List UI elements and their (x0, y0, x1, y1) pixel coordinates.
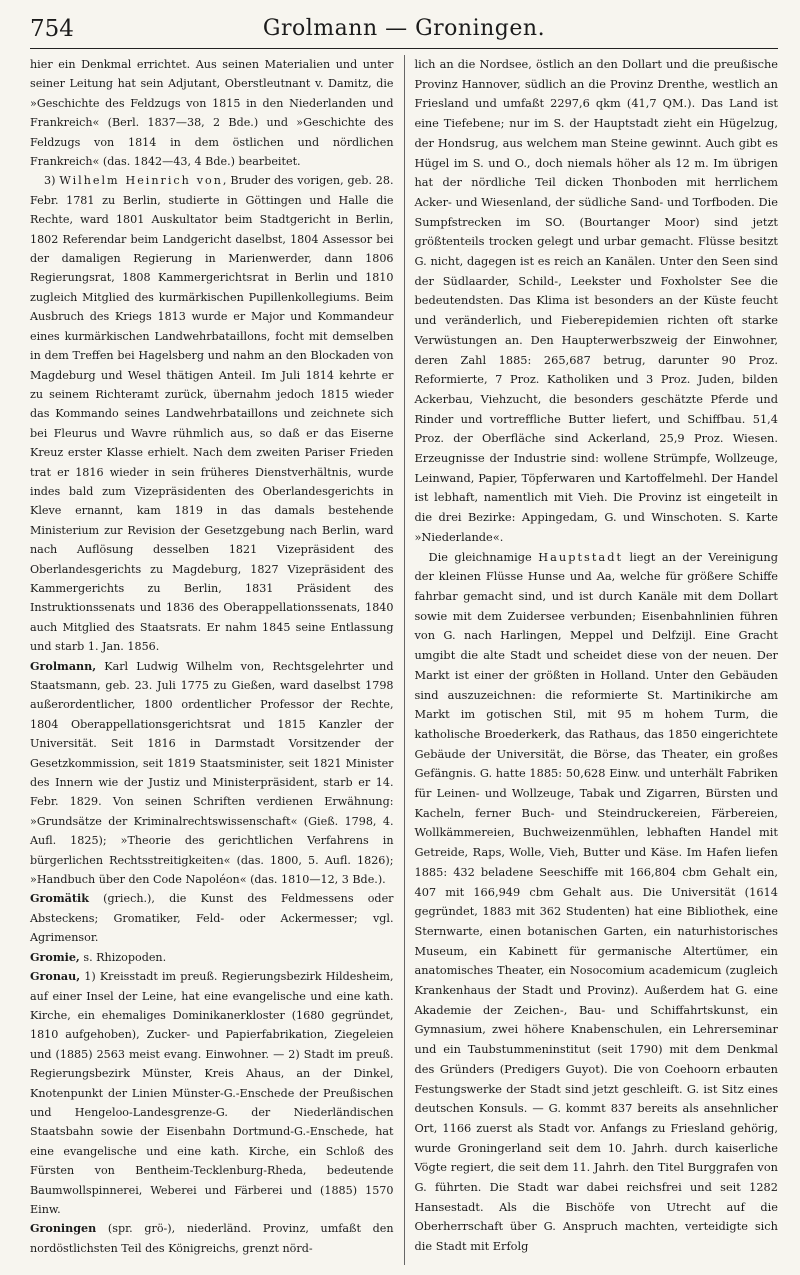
section-keyword: Hauptstadt (538, 549, 624, 564)
paragraph-grolmann-continued: hier ein Denkmal errichtet. Aus seinen Materialien und unter seiner Leitung hat sein Adjutant, Oberstleutnant v. Damitz, die »Geschichte des Feldzugs von 1815 in den Niederlanden und Frankreich« (Berl. 1837—38, 2 Bde.) und »Geschichte des Feldzugs von 1814 in dem östlichen und nördlichen Frankreich« (das. 1842—43, 4 Bde.) bearbeitet. (30, 58, 394, 169)
entry-headword: Gromie, (30, 950, 80, 964)
page-number: 754 (30, 16, 74, 42)
person-name: Wilhelm Heinrich von (59, 174, 223, 188)
entry-headword: Gromätik (30, 892, 89, 906)
entry-headword: Grolmann, (30, 659, 97, 673)
column-divider (404, 55, 405, 1265)
paragraph-wilhelm-heinrich: 3) Wilhelm Heinrich von, Bruder des vorigen, geb. 28. Febr. 1781 zu Berlin, studierte in Göttingen und Halle die Rechte, ward 1801 Auskultator beim Stadtgericht in Berlin, 1802 Referendar beim Landgericht daselbst, 1804 Assessor bei der damaligen Regierung in Marienwerder, dann 1806 Regierungsrat, 1808 Kammergerichtsrat in Berlin und 1810 zugleich Mitglied des kurmärkischen Pupillenkollegiums. Beim Ausbruch des Kriegs 1813 wurde er Major und Kommandeur eines kurmärkischen Landwehrbataillons, focht mit demselben in dem Treffen bei Hagelsberg und nahm an den Blockaden von Magdeburg und Wesel thätigen Anteil. Im Juli 1814 kehrte er zu seinem Richteramt zurück, übernahm jedoch 1815 wieder das Kommando seines Landwehrbataillons und zeichnete sich bei Fleurus und Wavre rühmlich aus, so daß er das Eiserne Kreuz erster Klasse erhielt. Nach dem zweiten Pariser Frieden trat er 1816 wieder in sein früheres Dienstverhältnis, wurde indes bald zum Vizepräsidenten des Oberlandesgerichts in Kleve ernannt, kam 1819 in das damals bestehende Ministerium zur Revision der Gesetzgebung nach Berlin, ward nach Auflösung desselben 1821 Vizepräsident des Oberlandesgerichts zu Magdeburg, 1827 Vizepräsident des Kammergerichts zu Berlin, 1831 Präsident des Instruktionssenats und 1836 des Oberappellationssenats, 1840 auch Mitglied des Staatsrats. Er nahm 1845 seine Entlassung und starb 1. Jan. 1856. (30, 174, 394, 654)
entry-gromatik: Gromätik (griech.), die Kunst des Feldmessens oder Absteckens; Gromatiker, Feld- oder Ackermesser; vgl. Agrimensor. (30, 892, 394, 945)
left-column (30, 55, 394, 1265)
entry-gronau: Gronau, 1) Kreisstadt im preuß. Regierungsbezirk Hildesheim, auf einer Insel der Leine, hat eine evangelische und eine kath. Kirche, ein ehemaliges Dominikanerkloster (1680 gegründet, 1810 aufgehoben), Zucker- und Papierfabrikation, Ziegeleien und (1885) 2563 meist evang. Einwohner. — 2) Stadt im preuß. Regierungsbezirk Münster, Kreis Ahaus, an der Dinkel, Knotenpunkt der Linien Münster-G.-Enschede der Preußischen und Hengeloo-Landesgrenze-G. der Niederländischen Staatsbahn sowie der Eisenbahn Dortmund-G.-Enschede, hat eine evangelische und eine kath. Kirche, ein Schloß des Fürsten von Bentheim-Tecklenburg-Rheda, bedeutende Baumwollspinnerei, Weberei und Färberei und (1885) 1570 Einw. (30, 970, 394, 1216)
page-header (30, 10, 778, 49)
page-title: Grolmann — Groningen. (262, 16, 546, 41)
text-columns (30, 55, 778, 1265)
entry-gromie: Gromie, s. Rhizopoden. (30, 950, 167, 964)
entry-grolmann-karl: Grolmann, Karl Ludwig Wilhelm von, Rechtsgelehrter und Staatsmann, geb. 23. Juli 1775 zu Gießen, ward daselbst 1798 außerordentlicher, 1800 ordentlicher Professor der Rechte, 1804 Oberappellationsgerichtsrat und 1815 Kanzler der Universität. Seit 1816 in Darmstadt Vorsitzender der Gesetzkommission, seit 1819 Staatsminister, seit 1821 Minister des Innern wie der Justiz und Ministerpräsident, starb er 14. Febr. 1829. Von seinen Schriften verdienen Erwähnung: »Grundsätze der Kriminalrechtswissenschaft« (Gieß. 1798, 4. Aufl. 1825); »Theorie des gerichtlichen Verfahrens in bürgerlichen Rechtsstreitigkeiten« (das. 1800, 5. Aufl. 1826); »Handbuch über den Code Napoléon« (das. 1810—12, 3 Bde.). (30, 659, 394, 887)
paragraph-groningen-city: Die gleichnamige Hauptstadt liegt an der Vereinigung der kleinen Flüsse Hunse und Aa, welche für größere Schiffe fahrbar gemacht sind, und ist durch Kanäle mit dem Dollart sowie mit dem Zuidersee verbunden; Eisenbahnlinien führen von G. nach Harlingen, Meppel und Delfzijl. Eine Gracht umgibt die alte Stadt und scheidet diese von der neuen. Der Markt ist einer der größten in Holland. Unter den Gebäuden sind auszuzeichnen: die reformierte St. Martinikirche am Markt im gotischen Stil, mit 95 m hohem Turm, die katholische Broederkerk, das Rathaus, das 1850 eingerichtete Gebäude der Universität, die Börse, das Theater, ein großes Gefängnis. G. hatte 1885: 50,628 Einw. und unterhält Fabriken für Leinen- und Wollzeuge, Tabak und Zigarren, Bürsten und Kacheln, ferner Buch- und Steindruckereien, Färbereien, Wollkämmereien, Buchweizenmühlen, lebhaften Handel mit Getreide, Raps, Wolle, Vieh, Butter und Käse. Im Hafen liefen 1885: 432 beladene Seeschiffe mit 166,804 cbm Gehalt ein, 407 mit 166,949 cbm Gehalt aus. Die Universität (1614 gegründet, 1883 mit 362 Studenten) hat eine Bibliothek, eine Sternwarte, einen botanischen Garten, ein naturhistorisches Museum, ein Kabinett für germanische Altertümer, ein anatomisches Theater, ein Nosocomium academicum (zugleich Krankenhaus der Stadt und Provinz). Außerdem hat G. eine Akademie der Zeichen-, Bau- und Schiffahrtskunst, ein Gymnasium, zwei höhere Knabenschulen, ein Lehrerseminar und ein Taubstummeninstitut (seit 1790) mit dem Denkmal des Gründers (Predigers Guyot). Die von Coehoorn erbauten Festungswerke der Stadt sind jetzt geschleift. G. ist Sitz eines deutschen Konsuls. — G. kommt 837 bereits als ansehnlicher Ort, 1166 zuerst als Stadt vor. Anfangs zu Friesland gehörig, wurde Groningerland seit dem 10. Jahrh. durch kaiserliche Vögte regiert, die seit dem 11. Jahrh. den Titel Burggrafen von G. führten. Die Stadt war dabei reichsfrei und seit 1282 Hansestadt. Als die Bischöfe von Utrecht auf die Oberherrschaft über G. Anspruch machten, verteidigte sich die Stadt mit Erfolg (414, 549, 778, 1254)
entry-headword: Gronau, (30, 970, 81, 984)
paragraph-groningen-province: lich an die Nordsee, östlich an den Dollart und die preußische Provinz Hannover, südlich an die Provinz Drenthe, westlich an Friesland und umfaßt 2297,6 qkm (41,7 QM.). Das Land ist eine Tiefebene; nur im S. der Hauptstadt zieht ein Hügelzug, der Hondsrug, aus welchem man Steine gewinnt. Auch gibt es Hügel im S. und O., doch niemals höher als 12 m. Im übrigen hat der nördliche Teil dicken Thonboden mit herrlichem Acker- und Wiesenland, der südliche Sand- und Torfboden. Die Sumpfstrecken im SO. (Bourtanger Moor) sind jetzt größtenteils trocken gelegt und urbar gemacht. Flüsse besitzt G. nicht, dagegen ist es reich an Kanälen. Unter den Seen sind der Südlaarder, Schild-, Leekster und Foxholster See die bedeutendsten. Das Klima ist besonders an der Küste feucht und veränderlich, und Fieberepidemien richten oft starke Verwüstungen an. Den Haupterwerbszweig der Einwohner, deren Zahl 1885: 265,687 betrug, darunter 90 Proz. Reformierte, 7 Proz. Katholiken und 3 Proz. Juden, bilden Ackerbau, Viehzucht, die besonders geschätzte Pferde und Rinder und vortreffliche Butter liefert, und Schiffbau. 51,4 Proz. der Oberfläche sind Ackerland, 25,9 Proz. Wiesen. Erzeugnisse der Industrie sind: wollene Strümpfe, Wollzeuge, Leinwand, Papier, Töpferwaren und Kartoffelmehl. Der Handel ist lebhaft, namentlich mit Vieh. Die Provinz ist eingeteilt in die drei Bezirke: Appingedam, G. und Winschoten. S. Karte »Niederlande«. (414, 57, 778, 544)
right-column (414, 55, 778, 1265)
entry-headword: Groningen (30, 1222, 97, 1236)
entry-groningen: Groningen (spr. grö-), niederländ. Provinz, umfaßt den nordöstlichsten Teil des Königreichs, grenzt nörd- (30, 1222, 394, 1255)
